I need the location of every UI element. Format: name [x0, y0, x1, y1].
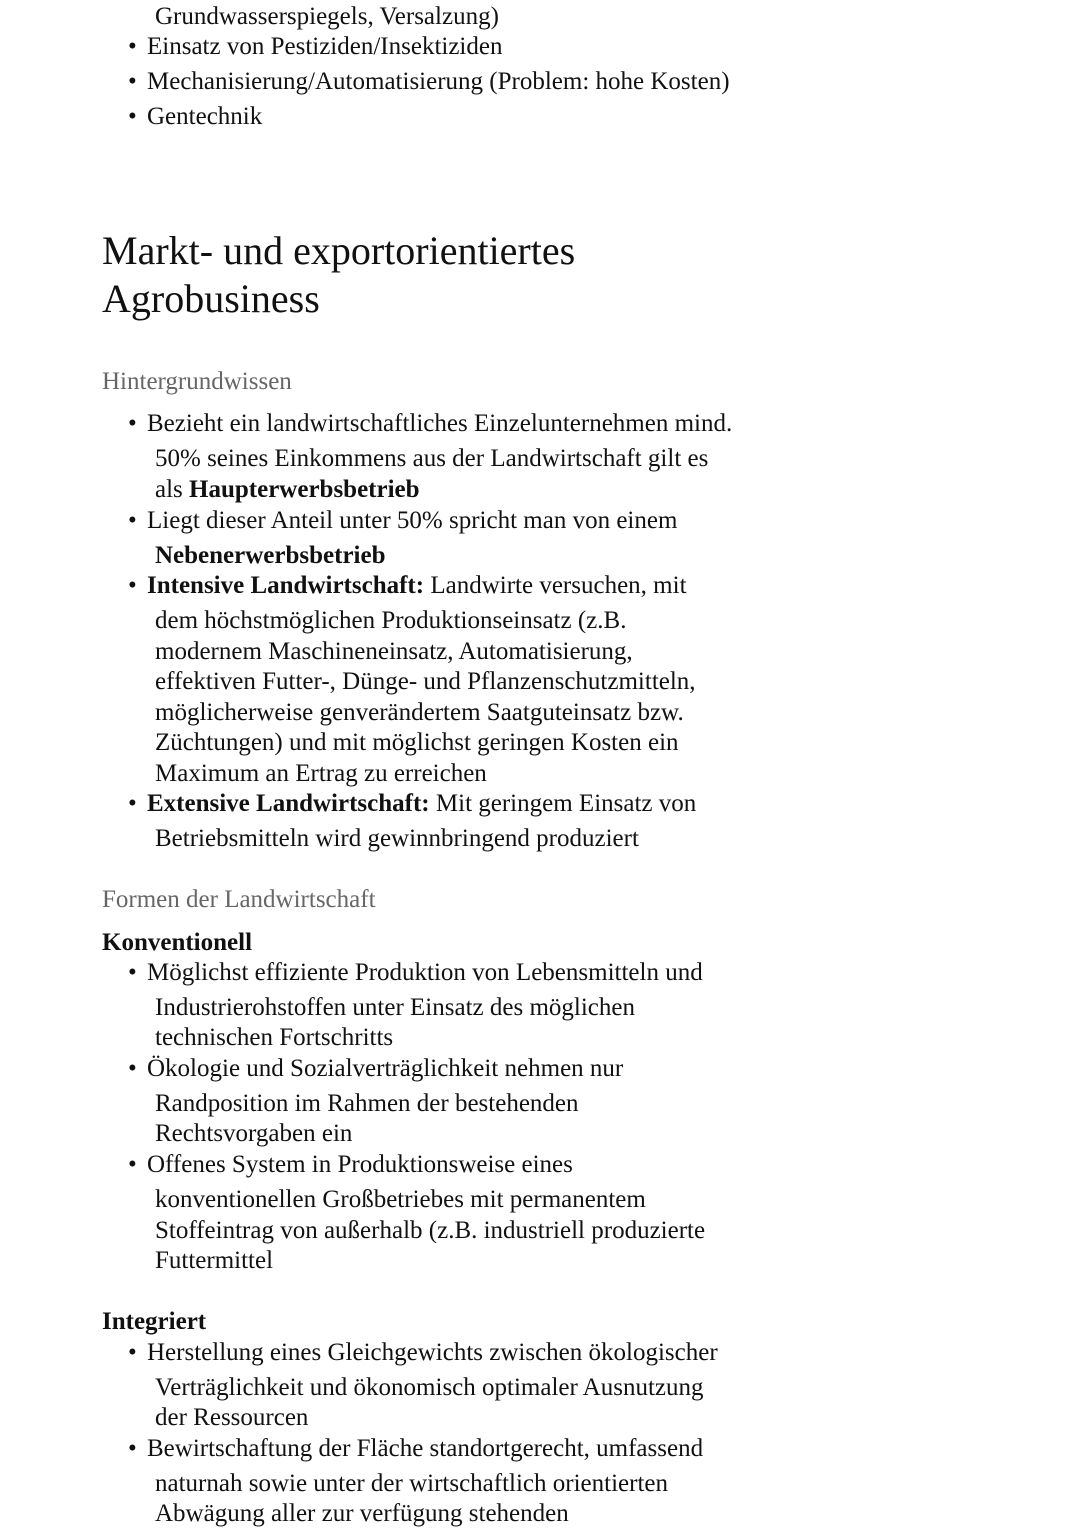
- list-item-continuation: der Ressourcen: [155, 1404, 309, 1431]
- bullet: •: [128, 103, 137, 130]
- list-item: Ökologie und Sozialverträglichkeit nehmen nur: [147, 1055, 624, 1082]
- term-nebenerwerbsbetrieb: Nebenerwerbsbetrieb: [155, 542, 386, 569]
- term-extensive: Extensive Landwirtschaft:: [147, 790, 430, 817]
- bullet: •: [128, 959, 137, 986]
- list-item-continuation: effektiven Futter-, Dünge- und Pflanzenschutzmitteln,: [155, 668, 696, 695]
- list-item-continuation: Maximum an Ertrag zu erreichen: [155, 760, 487, 787]
- subheading-background: Hintergrundwissen: [102, 368, 292, 395]
- list-item-continuation: Verträglichkeit und ökonomisch optimaler Ausnutzung: [155, 1374, 704, 1401]
- section-title-line1: Markt- und exportorientiertes: [102, 228, 576, 273]
- list-item-continuation: [155, 475, 420, 505]
- list-item-continuation: konventionellen Großbetriebes mit permanentem: [155, 1186, 646, 1213]
- subheading-forms: Formen der Landwirtschaft: [102, 886, 376, 913]
- list-item: Mechanisierung/Automatisierung (Problem: hohe Kosten): [147, 68, 730, 95]
- bullet: •: [128, 1151, 137, 1178]
- bullet: •: [128, 410, 137, 437]
- list-item-continuation: Rechtsvorgaben ein: [155, 1120, 353, 1147]
- bullet: •: [128, 1435, 137, 1462]
- list-item: Möglichst effiziente Produktion von Lebensmitteln und: [147, 959, 703, 986]
- term-haupterwerbsbetrieb: Haupterwerbsbetrieb: [189, 476, 420, 503]
- text: Mit geringem Einsatz von: [429, 790, 697, 817]
- list-item: Einsatz von Pestiziden/Insektiziden: [147, 33, 503, 60]
- list-item-continuation: [155, 541, 386, 571]
- list-item-continuation: Futtermittel: [155, 1247, 274, 1274]
- bullet: •: [128, 572, 137, 599]
- list-item-continuation: modernem Maschineneinsatz, Automatisierung,: [155, 638, 633, 665]
- list-item-continuation: 50% seines Einkommens aus der Landwirtschaft gilt es: [155, 445, 709, 472]
- list-item-continuation: technischen Fortschritts: [155, 1024, 394, 1051]
- list-item-continuation: naturnah sowie unter der wirtschaftlich orientierten: [155, 1470, 669, 1497]
- term-intensive: Intensive Landwirtschaft:: [147, 572, 425, 599]
- text: Landwirte versuchen, mit: [424, 572, 687, 599]
- list-item-continuation: Stoffeintrag von außerhalb (z.B. industriell produzierte: [155, 1217, 706, 1244]
- subsection-title-integriert: Integriert: [102, 1308, 207, 1335]
- list-item: Bewirtschaftung der Fläche standortgerecht, umfassend: [147, 1435, 704, 1462]
- bullet: •: [128, 68, 137, 95]
- bullet: •: [128, 790, 137, 817]
- list-item-continuation: Betriebsmitteln wird gewinnbringend produziert: [155, 825, 639, 852]
- list-item-continuation: möglicherweise genverändertem Saatguteinsatz bzw.: [155, 699, 684, 726]
- list-item-continuation: Züchtungen) und mit möglichst geringen Kosten ein: [155, 729, 679, 756]
- list-item: [147, 571, 687, 601]
- bullet: •: [128, 1339, 137, 1366]
- bullet: •: [128, 1055, 137, 1082]
- list-item-continuation: Industrierohstoffen unter Einsatz des möglichen: [155, 994, 635, 1021]
- list-item: Offenes System in Produktionsweise eines: [147, 1151, 573, 1178]
- list-item-continuation: Grundwasserspiegels, Versalzung): [155, 3, 499, 30]
- bullet: •: [128, 507, 137, 534]
- section-title-line2: Agrobusiness: [102, 276, 320, 321]
- list-item-continuation: Abwägung aller zur verfügung stehenden: [155, 1500, 569, 1527]
- list-item: Gentechnik: [147, 103, 263, 130]
- list-item-continuation: Randposition im Rahmen der bestehenden: [155, 1090, 579, 1117]
- list-item-continuation: dem höchstmöglichen Produktionseinsatz (z.B.: [155, 607, 627, 634]
- list-item: Herstellung eines Gleichgewichts zwischen ökologischer: [147, 1339, 718, 1366]
- list-item: [147, 789, 696, 819]
- subsection-title-konventionell: Konventionell: [102, 929, 253, 956]
- bullet: •: [128, 33, 137, 60]
- list-item: Liegt dieser Anteil unter 50% spricht man von einem: [147, 507, 678, 534]
- list-item: Bezieht ein landwirtschaftliches Einzelunternehmen mind.: [147, 410, 733, 437]
- text: als: [155, 476, 190, 503]
